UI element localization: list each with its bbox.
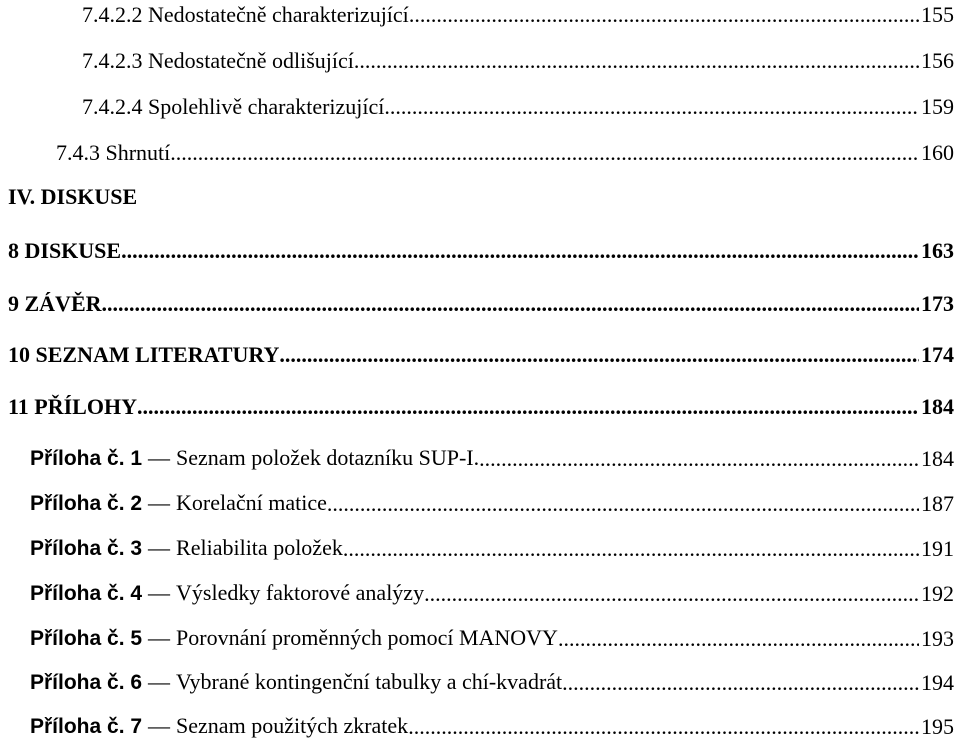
toc-leader-dots [327,491,919,517]
toc-leader-dots [409,2,919,28]
toc-leader-dots [279,342,919,368]
toc-entry-title: Vybrané kontingenční tabulky a chí-kvadrát [176,669,563,694]
toc-entry-title: Výsledky faktorové analýzy [176,580,425,605]
dash: — [148,669,171,694]
dash: — [148,625,171,650]
toc-entry-page: 155 [921,2,954,27]
appendix-label: Příloha č. 2 [30,492,143,515]
toc-entry-page: 163 [921,238,954,263]
toc-entry-number: 7.4.3 [56,140,100,165]
dash: — [148,535,171,560]
toc-leader-dots [562,670,919,696]
dash: — [148,713,171,738]
toc-appendix-5[interactable] [30,620,960,652]
dash: — [148,445,171,470]
toc-entry-page: 174 [921,342,954,367]
toc-entry-7-4-2-4[interactable] [82,88,960,120]
appendix-label: Příloha č. 4 [30,582,143,605]
appendix-label: Příloha č. 1 [30,447,143,470]
toc-entry-title: Porovnání proměnných pomocí MANOVY [176,625,558,650]
toc-entry-page: 191 [921,536,954,561]
toc-chapter-9[interactable] [8,285,960,317]
toc-appendix-4[interactable] [30,575,960,607]
toc-leader-dots [384,94,919,120]
toc-appendix-6[interactable] [30,664,960,696]
toc-entry-title: Reliabilita položek [176,535,343,560]
toc-appendix-2[interactable] [30,485,960,517]
toc-entry-title: Spolehlivě charakterizující [148,94,385,119]
toc-entry-page: 184 [921,394,954,419]
toc-entry-7-4-2-2[interactable] [82,0,960,28]
toc-entry-7-4-3[interactable] [56,134,960,166]
dash: — [148,580,171,605]
dash: — [148,490,171,515]
toc-entry-title: Nedostatečně charakterizující [148,2,409,27]
toc-entry-title: 11 PŘÍLOHY [8,394,137,419]
toc-leader-dots [424,581,919,607]
toc-leader-dots [137,394,919,420]
toc-entry-title: Seznam položek dotazníku SUP-I. [176,445,480,470]
toc-entry-page: 160 [921,140,954,165]
toc-entry-title: Seznam použitých zkratek [176,713,409,738]
appendix-label: Příloha č. 6 [30,671,143,694]
toc-entry-number: 7.4.2.2 [82,2,143,27]
toc-entry-title: Shrnutí [105,140,171,165]
toc-leader-dots [343,536,919,562]
toc-entry-page: 187 [921,491,954,516]
toc-leader-dots [408,714,919,740]
toc-chapter-8[interactable] [8,232,960,264]
toc-entry-title: 9 ZÁVĚR [8,291,102,316]
toc-entry-page: 156 [921,48,954,73]
toc-chapter-10[interactable] [8,336,960,368]
appendix-label: Příloha č. 7 [30,715,143,738]
toc-leader-dots [102,291,919,317]
toc-appendix-7[interactable] [30,708,960,740]
toc-leader-dots [121,238,919,264]
toc-leader-dots [479,446,919,472]
toc-entry-title: 10 SEZNAM LITERATURY [8,342,280,367]
appendix-label: Příloha č. 3 [30,537,143,560]
appendix-label: Příloha č. 5 [30,627,143,650]
toc-appendix-3[interactable] [30,530,960,562]
toc-entry-page: 192 [921,581,954,606]
toc-chapter-11[interactable] [8,388,960,420]
toc-entry-page: 159 [921,94,954,119]
toc-entry-page: 184 [921,446,954,471]
toc-appendix-1[interactable] [30,440,960,472]
toc-entry-7-4-2-3[interactable] [82,42,960,74]
toc-part-heading: IV. DISKUSE [8,184,138,209]
toc-entry-title: Korelační matice [176,490,327,515]
toc-entry-number: 7.4.2.4 [82,94,143,119]
toc-entry-page: 194 [921,670,954,695]
toc-leader-dots [354,48,919,74]
toc-leader-dots [558,626,919,652]
toc-entry-page: 195 [921,714,954,739]
toc-entry-page: 193 [921,626,954,651]
toc-entry-number: 7.4.2.3 [82,48,143,73]
toc-entry-page: 173 [921,291,954,316]
toc-entry-title: 8 DISKUSE [8,238,122,263]
toc-leader-dots [170,140,919,166]
toc-entry-title: Nedostatečně odlišující [148,48,354,73]
